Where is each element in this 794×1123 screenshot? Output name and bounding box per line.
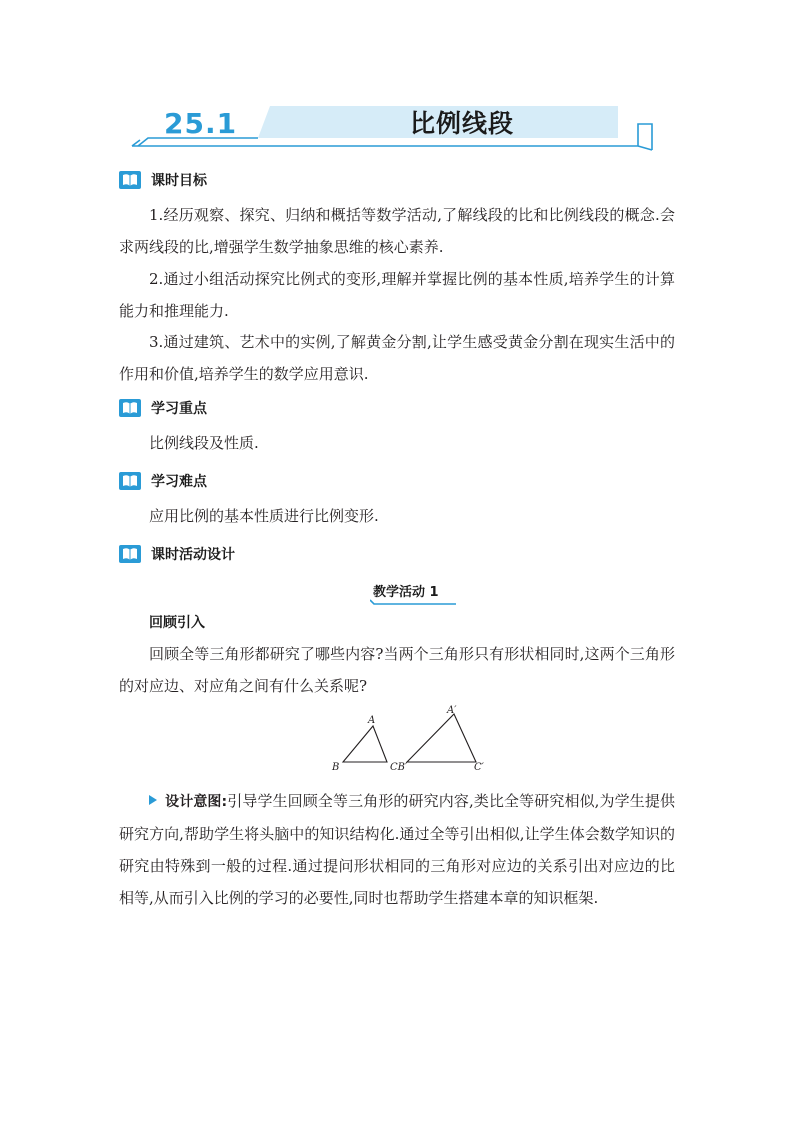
difficulties-text: 应用比例的基本性质进行比例变形.	[149, 507, 379, 525]
similar-triangles-figure	[328, 702, 498, 778]
heading-difficulties-label: 学习难点	[151, 474, 207, 490]
heading-activity-design-label: 课时活动设计	[151, 547, 235, 563]
design-intent-text: 引导学生回顾全等三角形的研究内容,类比全等研究相似,为学生提供研究方向,帮助学生将头脑中的知识结构化.通过全等引出相似,让学生体会数学知识的研究由特殊到一般的过程.通过提问形状相同的三角形对应边的关系引出对应边的比相等,从而引入比例的学习的必要性,同时也帮助学生搭建本章的知识框架.	[119, 792, 675, 907]
heading-key-points	[119, 397, 207, 419]
book-icon	[119, 170, 141, 190]
heading-activity-design	[119, 543, 235, 565]
book-icon	[119, 398, 141, 418]
activity-underline	[370, 599, 456, 605]
objective-item-3: 3.通过建筑、艺术中的实例,了解黄金分割,让学生感受黄金分割在现实生活中的作用和价值,培养学生的数学应用意识.	[119, 333, 675, 383]
heading-objectives	[119, 169, 207, 191]
book-icon	[119, 471, 141, 491]
activity-label-text: 教学活动 1	[373, 585, 439, 600]
section-header-banner	[118, 100, 658, 156]
design-intent-label: 设计意图:	[165, 794, 228, 810]
heading-objectives-label: 课时目标	[151, 173, 207, 189]
activity-subtitle: 回顾引入	[149, 615, 205, 631]
activity-label	[370, 580, 456, 604]
objective-item-2: 2.通过小组活动探究比例式的变形,理解并掌握比例的基本性质,培养学生的计算能力和推理能力.	[119, 270, 675, 320]
triangle-abc	[343, 726, 387, 762]
label-a: A	[368, 715, 376, 726]
label-b: B	[332, 762, 340, 773]
triangle-abc-prime	[407, 714, 476, 762]
key-points-text: 比例线段及性质.	[149, 434, 259, 452]
book-icon	[119, 544, 141, 564]
section-title: 比例线段	[410, 109, 515, 138]
heading-difficulties	[119, 470, 207, 492]
triangle-bullet-icon	[149, 795, 157, 805]
activity-question: 回顾全等三角形都研究了哪些内容?当两个三角形只有形状相同时,这两个三角形的对应边、对应角之间有什么关系呢?	[119, 645, 675, 695]
label-c-prime: C′	[474, 762, 484, 773]
label-c-bprime: CB′	[390, 762, 408, 773]
design-intent-paragraph	[119, 785, 675, 914]
section-number: 25.1	[164, 107, 238, 140]
heading-key-points-label: 学习重点	[151, 401, 207, 417]
objective-item-1: 1.经历观察、探究、归纳和概括等数学活动,了解线段的比和比例线段的概念.会求两线段的比,增强学生数学抽象思维的核心素养.	[119, 206, 675, 256]
label-a-prime: A′	[447, 705, 457, 716]
